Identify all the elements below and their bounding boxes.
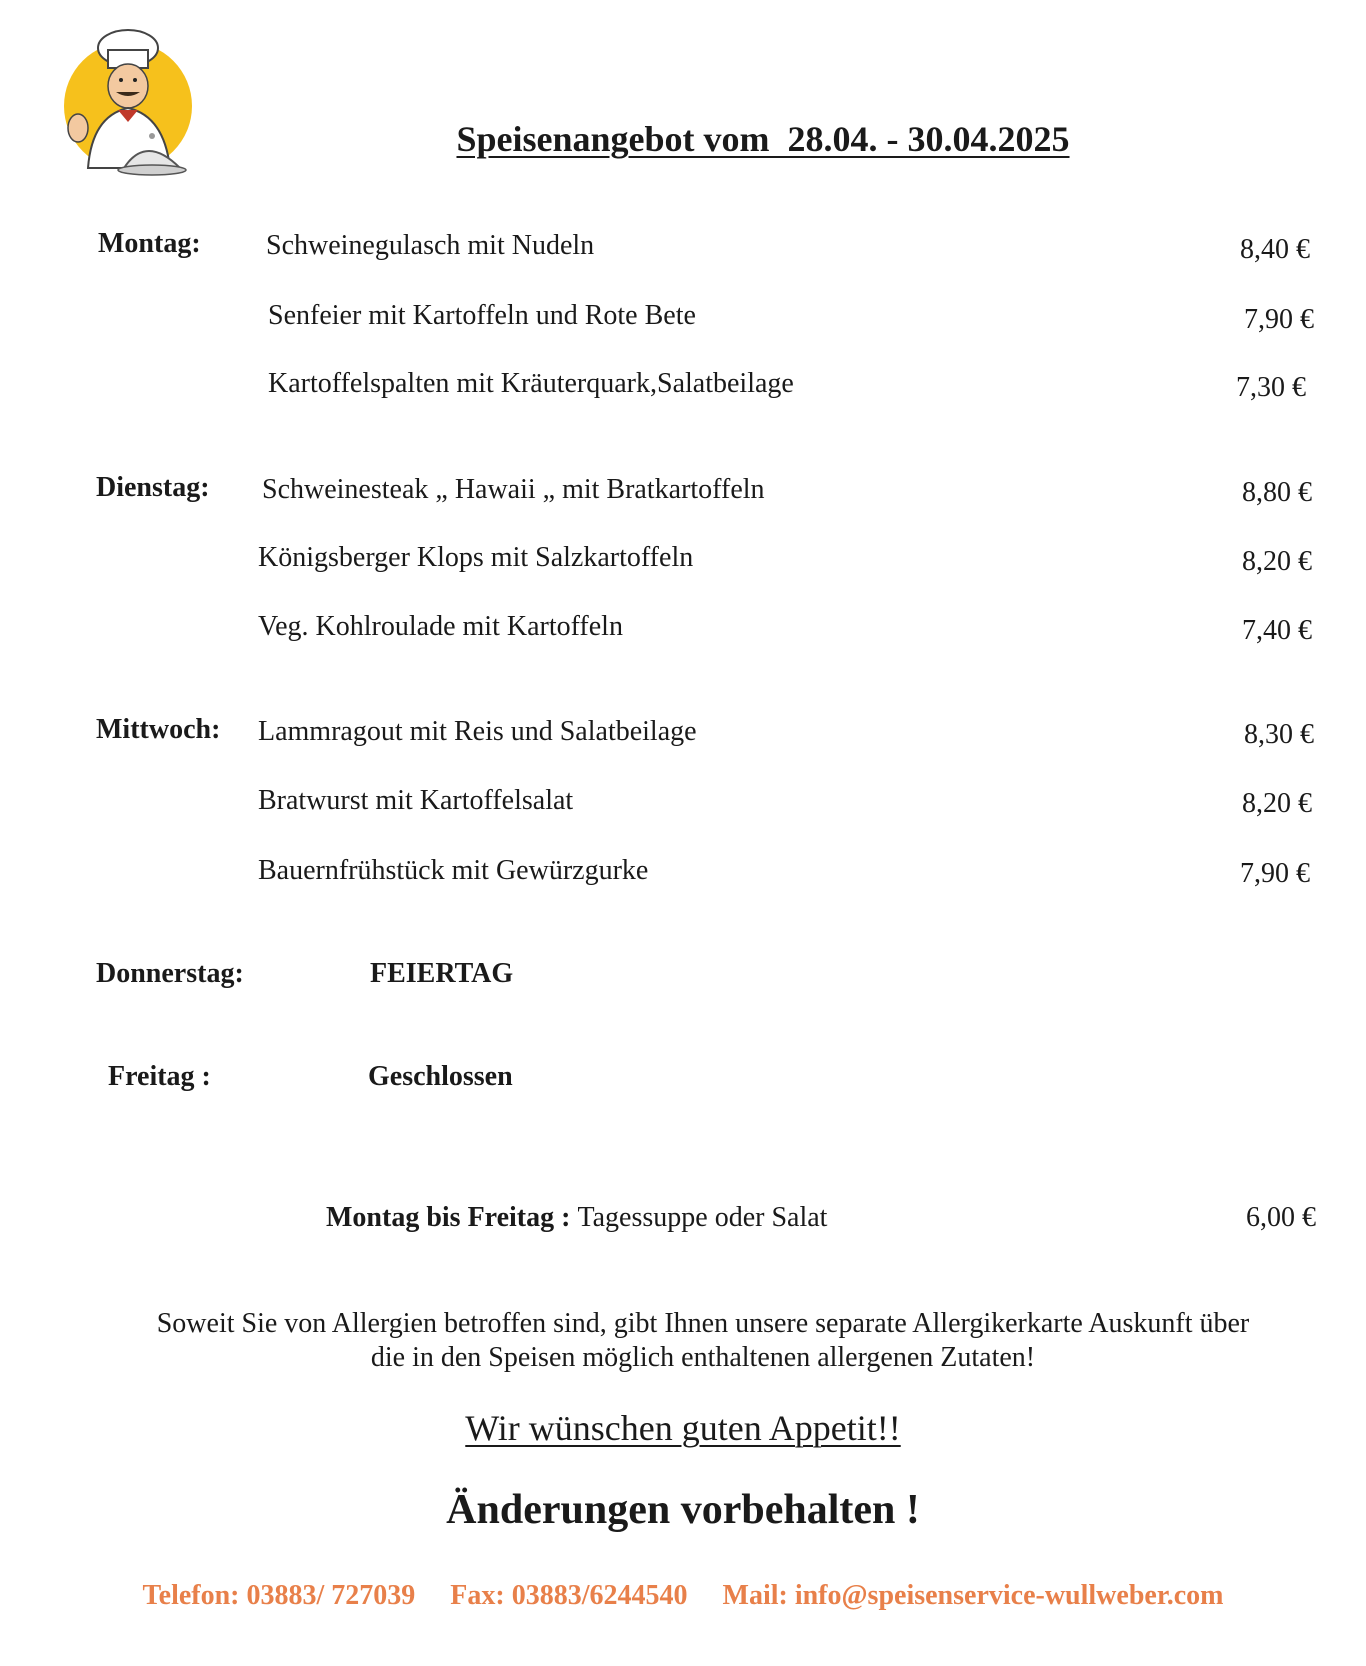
dish-price: 7,40 €	[1242, 615, 1312, 646]
changes-notice: Änderungen vorbehalten !	[446, 1487, 920, 1533]
soup-price: 6,00 €	[1246, 1202, 1316, 1233]
soup-label: Montag bis Freitag	[326, 1202, 555, 1233]
day-label-freitag: Freitag :	[108, 1061, 211, 1092]
allergy-line-2: die in den Speisen möglich enthaltenen allergenen Zutaten!	[370, 1342, 1036, 1373]
contact-mail: Mail: info@speisenservice-wullweber.com	[722, 1580, 1224, 1611]
dish-name: Bauernfrühstück mit Gewürzgurke	[258, 855, 649, 886]
soup-separator: :	[554, 1202, 578, 1233]
contact-fax: Fax: 03883/6244540	[450, 1580, 688, 1611]
allergy-line-1: Soweit Sie von Allergien betroffen sind, gibt Ihnen unsere separate Allergikerkarte Auskunft über	[156, 1308, 1250, 1339]
dish-price: 7,30 €	[1236, 372, 1306, 403]
allergy-note	[90, 1307, 1316, 1375]
appetit-text: Wir wünschen guten Appetit!!	[465, 1408, 901, 1448]
contact-phone: Telefon: 03883/ 727039	[142, 1580, 416, 1611]
dish-price: 8,80 €	[1242, 477, 1312, 508]
holiday-note: FEIERTAG	[370, 958, 514, 989]
contact-line	[0, 1580, 1366, 1612]
day-label-mittwoch: Mittwoch:	[96, 714, 221, 745]
dish-price: 8,20 €	[1242, 546, 1312, 577]
closed-note: Geschlossen	[368, 1061, 513, 1092]
dish-name: Senfeier mit Kartoffeln und Rote Bete	[268, 300, 696, 331]
dish-price: 7,90 €	[1240, 858, 1310, 889]
day-label-donnerstag: Donnerstag:	[96, 958, 244, 989]
dish-price: 8,20 €	[1242, 788, 1312, 819]
dish-name: Kartoffelspalten mit Kräuterquark,Salatbeilage	[268, 368, 794, 399]
dish-price: 8,30 €	[1244, 719, 1314, 750]
dish-name: Königsberger Klops mit Salzkartoffeln	[258, 542, 694, 573]
day-label-montag: Montag:	[98, 228, 201, 259]
soup-row	[326, 1202, 827, 1234]
dish-name: Bratwurst mit Kartoffelsalat	[258, 785, 574, 816]
dish-name: Schweinegulasch mit Nudeln	[266, 230, 595, 261]
dish-name: Lammragout mit Reis und Salatbeilage	[258, 716, 697, 747]
dish-name: Schweinesteak „ Hawaii „ mit Bratkartoffeln	[262, 474, 765, 505]
soup-text: Tagessuppe oder Salat	[577, 1202, 828, 1233]
day-label-dienstag: Dienstag:	[96, 472, 210, 503]
dish-price: 8,40 €	[1240, 234, 1310, 265]
page-title: Speisenangebot vom 28.04. - 30.04.2025	[456, 119, 1070, 159]
dish-name: Veg. Kohlroulade mit Kartoffeln	[258, 611, 623, 642]
dish-price: 7,90 €	[1244, 304, 1314, 335]
